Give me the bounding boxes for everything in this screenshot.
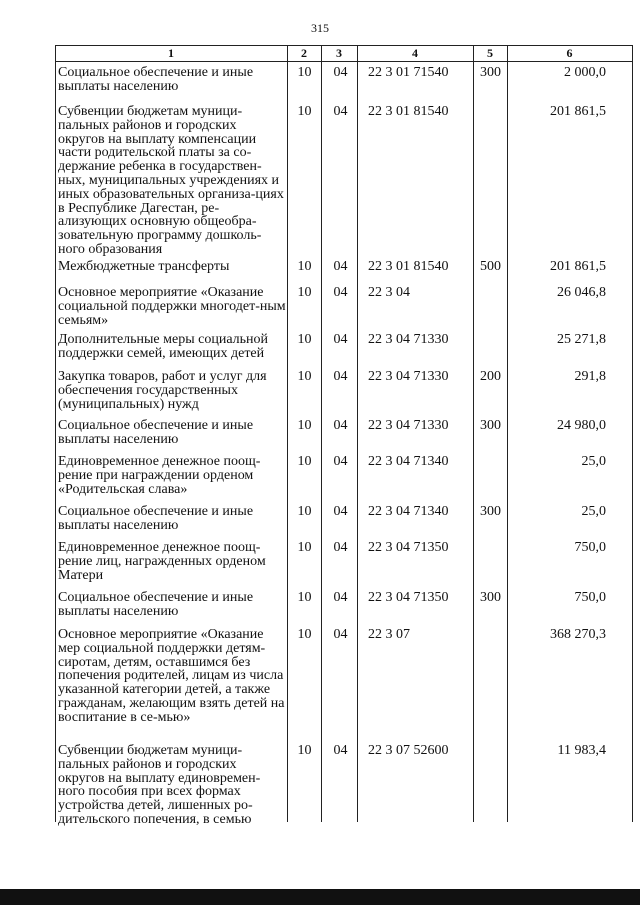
cell-amount: 26 046,8 <box>557 285 606 300</box>
cell-type: 200 <box>480 369 501 384</box>
cell-subsection: 04 <box>333 259 348 274</box>
cell-code: 22 3 04 71330 <box>368 332 449 347</box>
cell-section: 10 <box>297 454 312 469</box>
cell-name: Дополнительные меры социальной поддержки семей, имеющих детей <box>58 332 269 361</box>
cell-section: 10 <box>297 104 312 119</box>
cell-amount: 25,0 <box>581 454 606 469</box>
cell-amount: 750,0 <box>574 540 606 555</box>
cell-name: Социальное обеспечение и иные выплаты населению <box>58 590 254 619</box>
cell-name: Социальное обеспечение и иные выплаты населению <box>58 65 254 94</box>
cell-section: 10 <box>297 418 312 433</box>
cell-subsection: 04 <box>333 743 348 758</box>
cell-section: 10 <box>297 65 312 80</box>
header-col-2: 2 <box>301 46 307 60</box>
cell-amount: 25,0 <box>581 504 606 519</box>
cell-code: 22 3 07 52600 <box>368 743 449 758</box>
cell-amount: 25 271,8 <box>557 332 606 347</box>
cell-amount: 368 270,3 <box>550 627 606 642</box>
header-col-1: 1 <box>168 46 174 60</box>
cell-name: Субвенции бюджетам муници-пальных районов и городских округов на выплату единовремен-ного пособия при всех формах устройства детей, лишенных ро-дительского попечения, в семью <box>58 743 261 827</box>
column-divider <box>507 45 508 822</box>
cell-section: 10 <box>297 285 312 300</box>
cell-section: 10 <box>297 504 312 519</box>
cell-code: 22 3 04 71330 <box>368 369 449 384</box>
cell-subsection: 04 <box>333 285 348 300</box>
column-divider <box>357 45 358 822</box>
cell-name: Социальное обеспечение и иные выплаты населению <box>58 504 254 533</box>
column-divider <box>287 45 288 822</box>
cell-code: 22 3 04 71330 <box>368 418 449 433</box>
cell-amount: 2 000,0 <box>564 65 606 80</box>
cell-code: 22 3 04 71350 <box>368 590 449 605</box>
header-col-3: 3 <box>336 46 342 60</box>
cell-subsection: 04 <box>333 504 348 519</box>
cell-section: 10 <box>297 627 312 642</box>
cell-code: 22 3 01 71540 <box>368 65 449 80</box>
cell-amount: 24 980,0 <box>557 418 606 433</box>
cell-type: 500 <box>480 259 501 274</box>
cell-section: 10 <box>297 590 312 605</box>
cell-name: Закупка товаров, работ и услуг для обеспечения государственных (муниципальных) нужд <box>58 369 267 412</box>
cell-type: 300 <box>480 418 501 433</box>
cell-code: 22 3 04 <box>368 285 410 300</box>
cell-section: 10 <box>297 259 312 274</box>
cell-name: Единовременное денежное поощ-рение при награждении орденом «Родительская слава» <box>58 454 261 497</box>
cell-amount: 201 861,5 <box>550 104 606 119</box>
cell-name: Единовременное денежное поощ-рение лиц, награжденных орденом Матери <box>58 540 266 583</box>
cell-amount: 291,8 <box>574 369 606 384</box>
cell-subsection: 04 <box>333 590 348 605</box>
cell-subsection: 04 <box>333 369 348 384</box>
cell-type: 300 <box>480 504 501 519</box>
header-col-5: 5 <box>487 46 493 60</box>
cell-section: 10 <box>297 743 312 758</box>
cell-code: 22 3 01 81540 <box>368 259 449 274</box>
cell-code: 22 3 04 71340 <box>368 454 449 469</box>
column-divider <box>321 45 322 822</box>
cell-type: 300 <box>480 590 501 605</box>
cell-code: 22 3 07 <box>368 627 410 642</box>
cell-type: 300 <box>480 65 501 80</box>
cell-subsection: 04 <box>333 65 348 80</box>
cell-section: 10 <box>297 332 312 347</box>
cell-subsection: 04 <box>333 104 348 119</box>
cell-subsection: 04 <box>333 454 348 469</box>
cell-amount: 201 861,5 <box>550 259 606 274</box>
cell-code: 22 3 01 81540 <box>368 104 449 119</box>
cell-name: Субвенции бюджетам муници-пальных районов и городских округов на выплату компенсации части родительской платы за со-держание ребенка в государствен-ных, муниципальных учреждениях и иных образовательных организа-циях в Республике Дагестан, ре-ализующих основную общеобра-зовательную программу дошколь-ного образования <box>58 104 284 257</box>
cell-name: Основное мероприятие «Оказание социальной поддержки многодет-ным семьям» <box>58 285 286 328</box>
page-number: 315 <box>311 21 329 35</box>
cell-subsection: 04 <box>333 627 348 642</box>
cell-name: Межбюджетные трансферты <box>58 259 230 274</box>
table-header <box>55 45 632 62</box>
cell-amount: 750,0 <box>574 590 606 605</box>
cell-subsection: 04 <box>333 540 348 555</box>
cell-name: Социальное обеспечение и иные выплаты населению <box>58 418 254 447</box>
cell-subsection: 04 <box>333 332 348 347</box>
scan-edge <box>0 889 640 905</box>
cell-code: 22 3 04 71340 <box>368 504 449 519</box>
column-divider <box>632 45 633 822</box>
header-col-6: 6 <box>566 46 573 60</box>
column-divider <box>55 45 56 822</box>
cell-code: 22 3 04 71350 <box>368 540 449 555</box>
column-divider <box>473 45 474 822</box>
cell-amount: 11 983,4 <box>557 743 606 758</box>
cell-section: 10 <box>297 369 312 384</box>
cell-name: Основное мероприятие «Оказание мер социальной поддержки детям-сиротам, детям, оставшимся без попечения родителей, лицам из числа указанной категории детей, а также гражданам, желающим взять детей на воспитание в се-мью» <box>58 627 285 725</box>
cell-section: 10 <box>297 540 312 555</box>
header-col-4: 4 <box>412 46 418 60</box>
cell-subsection: 04 <box>333 418 348 433</box>
